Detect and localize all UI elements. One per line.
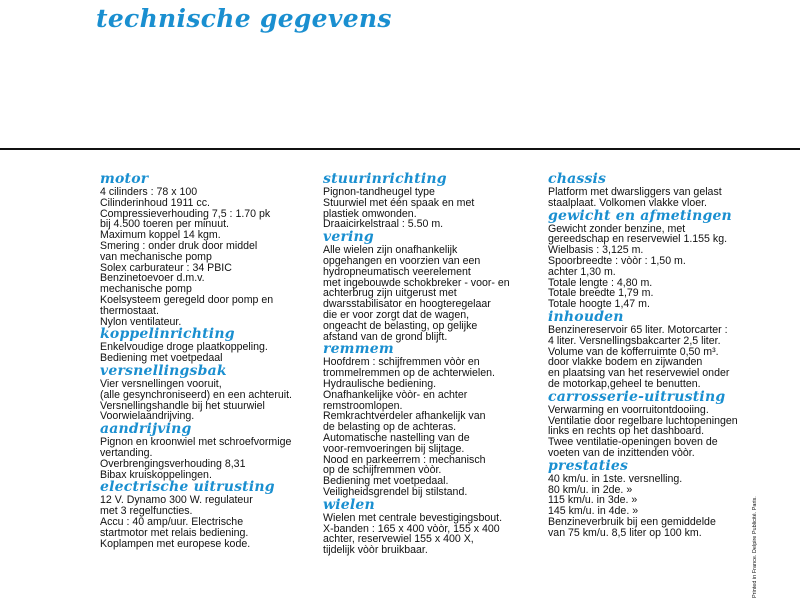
spec-section — [100, 422, 318, 480]
spec-column-2 — [323, 172, 541, 556]
section-heading: wielen — [323, 496, 375, 513]
spec-line: Accu : 40 amp/uur. Electrische — [100, 515, 244, 528]
section-heading: remmem — [323, 341, 394, 358]
spec-line: Koplampen met europese kode. — [100, 537, 251, 550]
spec-line: Pignon-tandheugel type — [323, 186, 435, 198]
spec-line: achter 1,30 m. — [548, 265, 616, 278]
divider-rule — [0, 148, 800, 150]
spec-line: Platform met dwarsliggers van gelast — [548, 186, 722, 198]
printer-imprint: Printed in France. Delpire Publicité. Paris. — [752, 496, 758, 598]
spec-line: Alle wielen zijn onafhankelijk — [323, 244, 458, 257]
spec-line: Verwarming en voorruitontdooiing. — [548, 403, 709, 416]
spec-line: Totale lengte : 4,80 m. — [548, 276, 653, 289]
spec-line: 145 km/u. in 4de. » — [548, 505, 639, 518]
spec-section — [548, 209, 774, 310]
section-heading: chassis — [548, 171, 607, 187]
section-heading: inhouden — [548, 308, 624, 325]
spec-line: en plaatsing van het reservewiel onder — [548, 367, 730, 380]
spec-section — [100, 172, 318, 327]
spec-line: 4 liter. Versnellingsbakcarter 2,5 liter. — [548, 334, 721, 347]
spec-line: startmotor met relais bediening. — [100, 526, 249, 539]
spec-section — [548, 172, 774, 209]
spec-line: Ventilatie door regelbare luchtopeningen — [548, 414, 738, 427]
spec-line: van mechanische pomp — [100, 250, 212, 263]
spec-line: de motorkap,geheel te benutten. — [548, 377, 701, 390]
spec-line: Hydraulische bediening. — [323, 377, 437, 390]
spec-section — [548, 459, 774, 539]
spec-line: Bediening met voetpedaal — [100, 352, 223, 365]
spec-line: Wielen met centrale bevestigingsbout. — [323, 511, 503, 524]
page-title: technische gegevens — [96, 4, 392, 33]
spec-line: dwarsstabilisator en hoogteregelaar — [323, 298, 491, 311]
spec-line: Nylon ventilateur. — [100, 315, 182, 328]
spec-line: Benzinereservoir 65 liter. Motorcarter : — [548, 323, 728, 336]
spec-line: Bibax kruiskoppelingen. — [100, 468, 212, 481]
spec-line: Voorwielaandrijving. — [100, 410, 195, 423]
section-heading: electrische uitrusting — [100, 479, 275, 496]
spec-line: Overbrengingsverhouding 8,31 — [100, 457, 246, 470]
spec-line: X-banden : 165 x 400 vòòr, 155 x 400 — [323, 522, 500, 535]
spec-line: Bediening met voetpedaal. — [323, 475, 449, 488]
spec-line: Benzineverbruik bij een gemiddelde — [548, 515, 716, 528]
spec-line: Nood en parkeerrem : mechanisch — [323, 453, 486, 466]
spec-line: Wielbasis : 3,125 m. — [548, 244, 644, 257]
spec-line: Vier versnellingen vooruit, — [100, 377, 222, 390]
section-heading: stuurinrichting — [323, 171, 447, 187]
spec-line: links en rechts op het dashboard. — [548, 425, 705, 438]
spec-line: Smering : onder druk door middel — [100, 239, 258, 252]
section-heading: carrosserie-uitrusting — [548, 388, 726, 405]
spec-line: (alle gesynchroniseerd) en een achteruit. — [100, 388, 292, 401]
spec-line: 40 km/u. in 1ste. versnelling. — [548, 472, 683, 485]
spec-column-1 — [100, 172, 318, 549]
spec-line: Hoofdrem : schijfremmen vòòr en — [323, 356, 480, 369]
spec-line: Benzinetoevoer d.m.v. — [100, 272, 205, 285]
spec-line: Onafhankelijke vòòr- en achter — [323, 388, 468, 401]
spec-line: met 3 regelfuncties. — [100, 505, 193, 518]
spec-line: voor-remvoeringen bij slijtage. — [323, 442, 465, 455]
spec-line: Gewicht zonder benzine, met — [548, 222, 686, 235]
section-heading: gewicht en afmetingen — [548, 207, 732, 224]
spec-line: tijdelijk vòòr bruikbaar. — [323, 544, 428, 557]
spec-line: Veiligheidsgrendel bij stilstand. — [323, 485, 468, 498]
spec-section — [323, 498, 541, 556]
spec-line: Enkelvoudige droge plaatkoppeling. — [100, 341, 268, 354]
spec-line: 4 cilinders : 78 x 100 — [100, 186, 198, 198]
spec-line: Volume van de kofferruimte 0,50 m³. — [548, 345, 719, 358]
spec-line: bij 4.500 toeren per minuut. — [100, 218, 229, 231]
spec-section — [548, 310, 774, 390]
spec-line: de belasting op de achteras. — [323, 421, 457, 434]
spec-line: Solex carburateur : 34 PBIC — [100, 261, 232, 274]
spec-line: opgehangen en voorzien van een — [323, 254, 481, 267]
spec-line: ongeacht de belasting, op gelijke — [323, 319, 478, 332]
spec-line: thermostaat. — [100, 304, 159, 317]
spec-line: Maximum koppel 14 kgm. — [100, 229, 221, 242]
section-heading: vering — [323, 229, 374, 246]
spec-line: vertanding. — [100, 446, 153, 459]
section-heading: versnellingsbak — [100, 362, 227, 379]
spec-line: Twee ventilatie-openingen boven de — [548, 436, 718, 449]
spec-line: achter, reservewiel 155 x 400 X, — [323, 533, 474, 546]
spec-line: achterbrug zijn uitgerust met — [323, 287, 457, 300]
spec-line: door vlakke bodem en zijwanden — [548, 356, 703, 369]
spec-line: Remkrachtverdeler afhankelijk van — [323, 410, 486, 423]
spec-line: 12 V. Dynamo 300 W. regulateur — [100, 494, 253, 507]
spec-section — [100, 364, 318, 422]
spec-line: trommelremmen op de achterwielen. — [323, 367, 495, 380]
spec-line: Compressieverhouding 7,5 : 1.70 pk — [100, 207, 271, 220]
spec-line: Totale hoogte 1,47 m. — [548, 298, 650, 311]
spec-line: 115 km/u. in 3de. » — [548, 494, 638, 507]
spec-line: gereedschap en reservewiel 1.155 kg. — [548, 233, 728, 246]
spec-line: die er voor zorgt dat de wagen, — [323, 308, 470, 321]
spec-section — [100, 327, 318, 364]
spec-line: Versnellingshandle bij het stuurwiel — [100, 399, 265, 412]
spec-column-3 — [548, 172, 774, 539]
spec-line: van 75 km/u. 8,5 liter op 100 km. — [548, 526, 702, 539]
spec-section — [548, 390, 774, 459]
spec-line: staalplaat. Volkomen vlakke vloer. — [548, 196, 707, 209]
spec-line: 80 km/u. in 2de. » — [548, 483, 633, 496]
spec-line: plastiek omwonden. — [323, 207, 417, 220]
section-heading: koppelinrichting — [100, 326, 235, 343]
spec-line: mechanische pomp — [100, 283, 192, 296]
spec-line: Stuurwiel met één spaak en met — [323, 196, 475, 209]
spec-line: op de schijfremmen vòòr. — [323, 464, 442, 477]
spec-line: Spoorbreedte : vòòr : 1,50 m. — [548, 254, 686, 267]
spec-line: Totale breedte 1,79 m. — [548, 287, 654, 300]
spec-section — [100, 480, 318, 549]
spec-line: Automatische nastelling van de — [323, 431, 470, 444]
spec-section — [323, 172, 541, 230]
spec-line: Koelsysteem geregeld door pomp en — [100, 293, 274, 306]
spec-line: Draaicirkelstraal : 5.50 m. — [323, 218, 444, 231]
spec-section — [323, 342, 541, 497]
section-heading: prestaties — [548, 457, 629, 474]
section-heading: aandrijving — [100, 421, 192, 438]
spec-line: remstroomlopen. — [323, 399, 403, 412]
section-heading: motor — [100, 171, 149, 187]
spec-line: Pignon en kroonwiel met schroefvormige — [100, 436, 292, 449]
spec-line: afstand van de grond blijft. — [323, 330, 448, 343]
spec-section — [323, 230, 541, 342]
spec-line: met ingebouwde schokbreker - voor- en — [323, 276, 510, 289]
spec-line: hydropneumatisch veerelement — [323, 265, 471, 278]
spec-line: Cilinderinhoud 1911 cc. — [100, 196, 210, 209]
spec-line: voeten van de inzittenden vòòr. — [548, 446, 695, 459]
